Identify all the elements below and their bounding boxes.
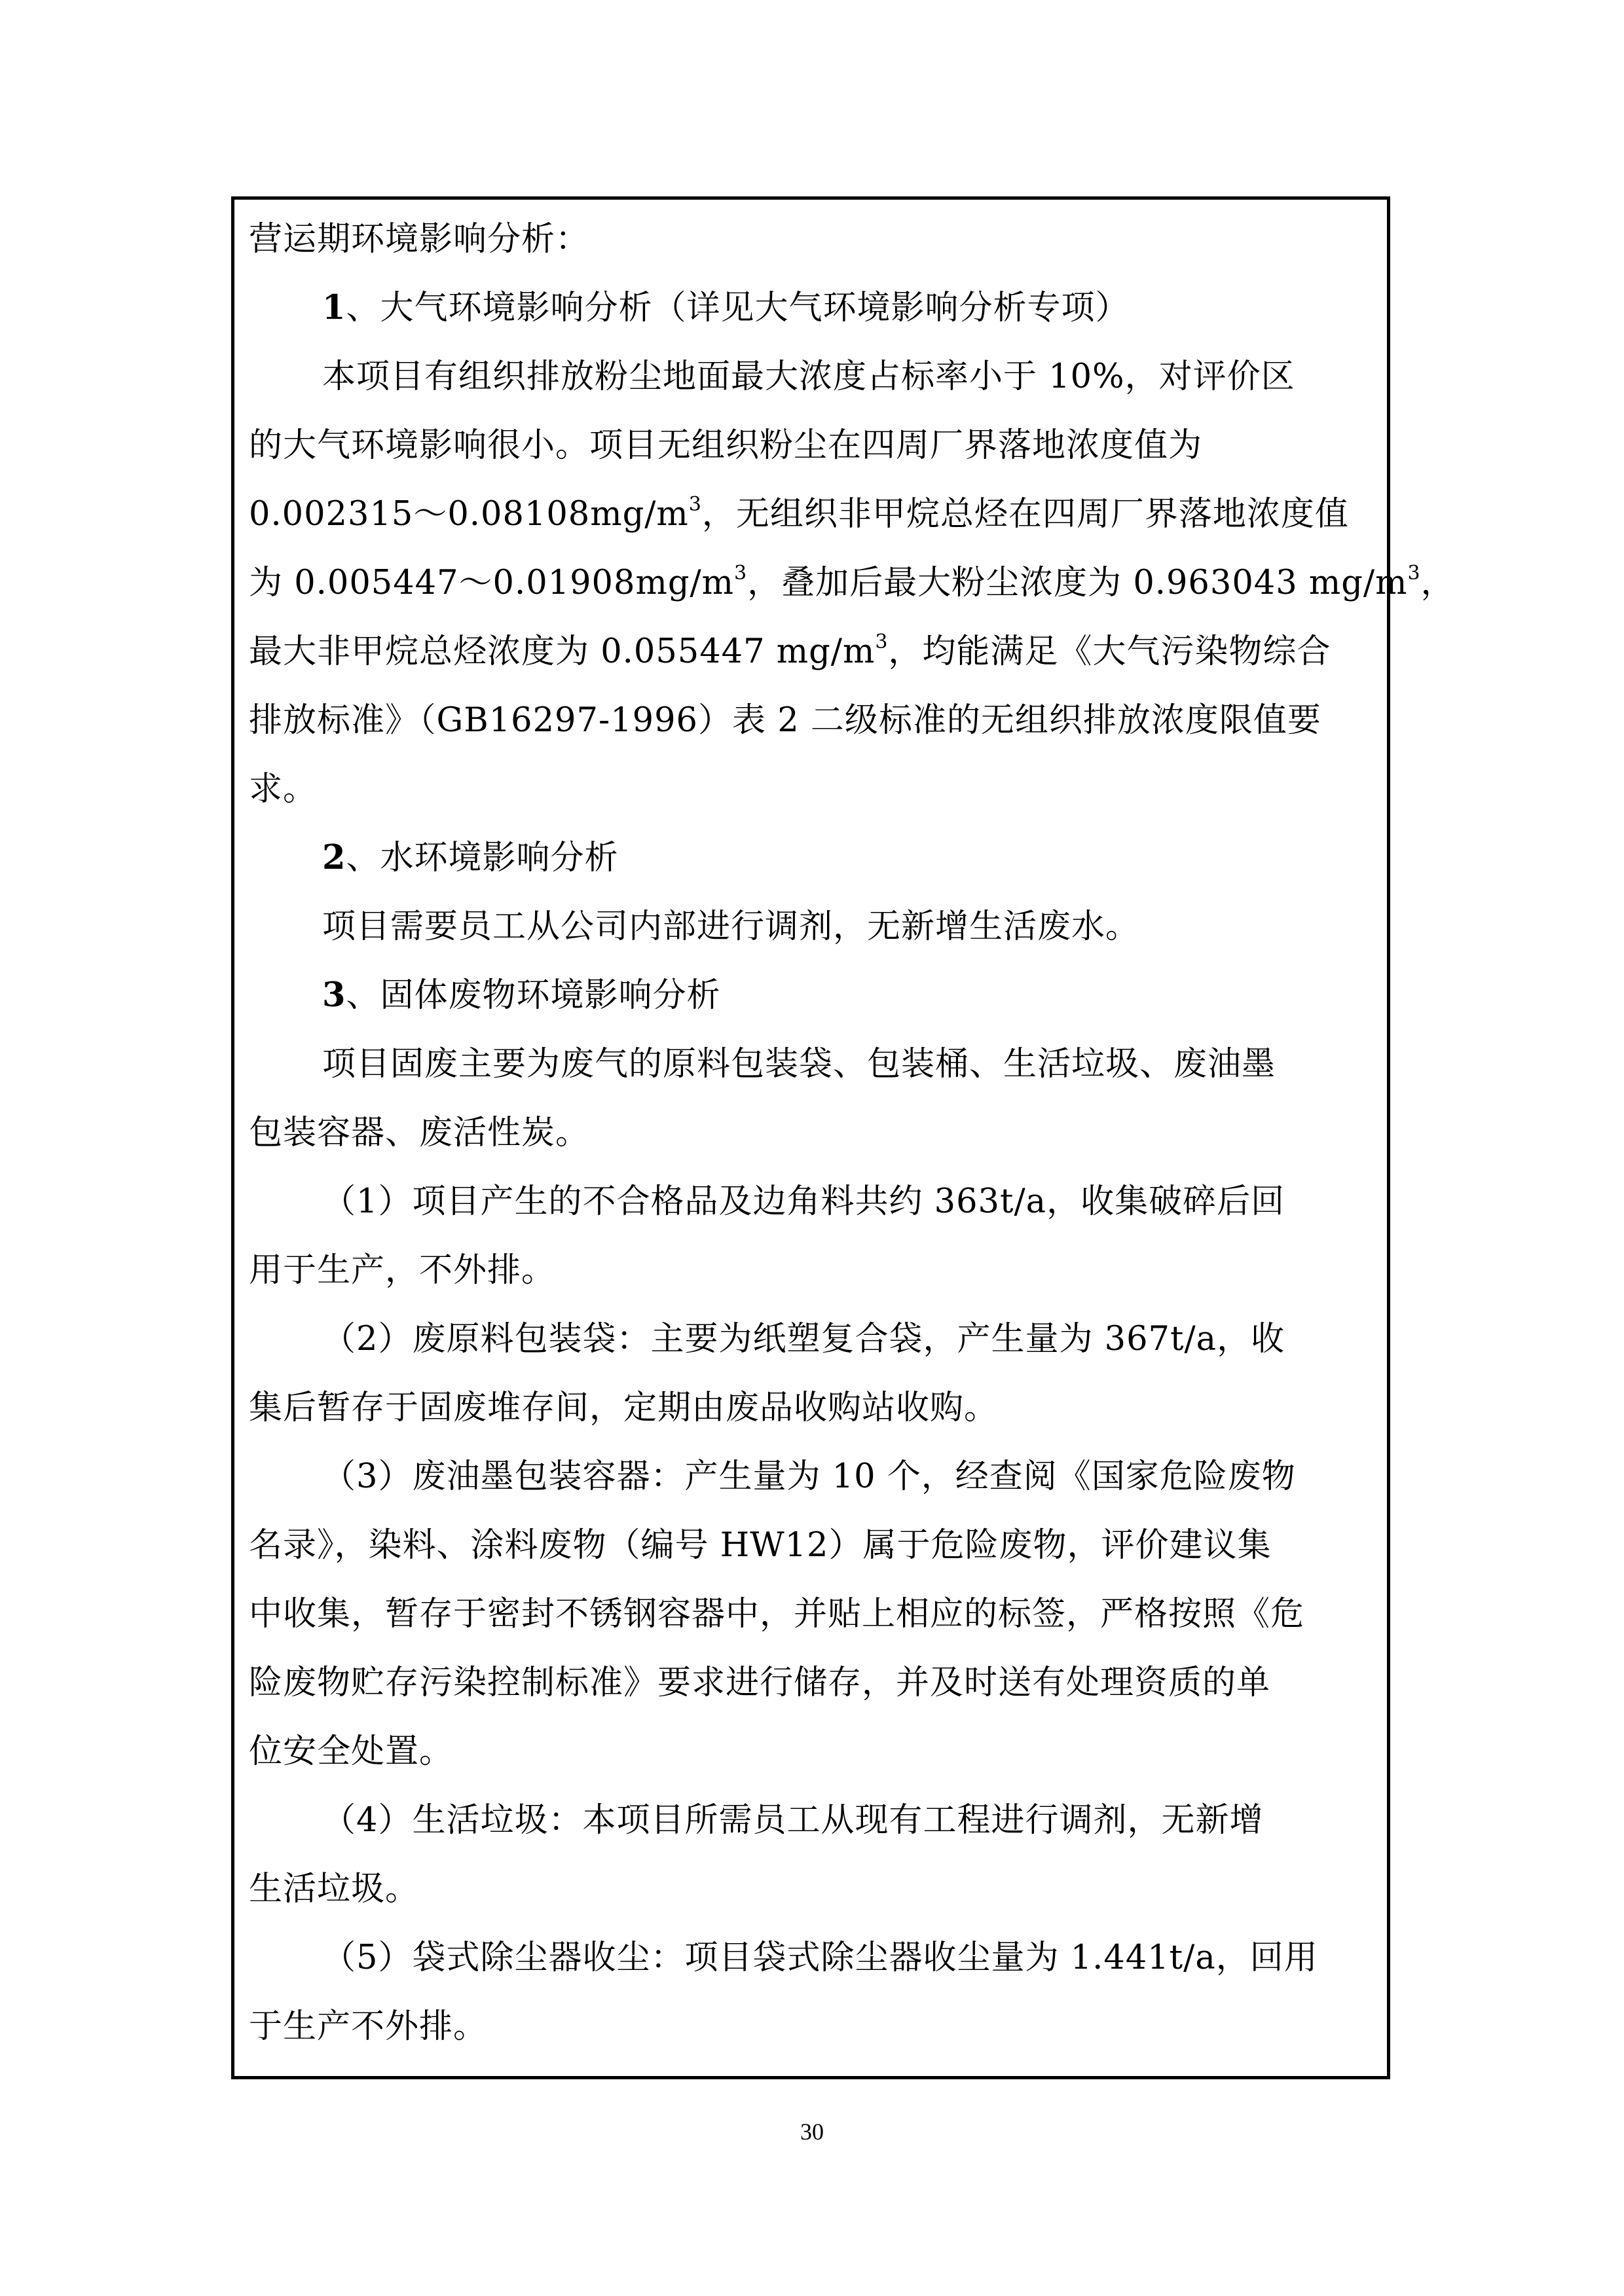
content-table-cell — [231, 196, 1455, 2079]
list-item: 集后暂存于固废堆存间，定期由废品收购站收购。 — [249, 1389, 999, 1427]
list-item: 险废物贮存污染控制标准》要求进行储存，并及时送有处理资质的单 — [249, 1664, 1271, 1702]
paragraph-line: 项目固废主要为废气的原料包装袋、包装桶、生活垃圾、废油墨 — [322, 1045, 1276, 1084]
document-body — [249, 205, 1455, 2061]
page-number: 30 — [800, 2119, 824, 2145]
list-item: 生活垃圾。 — [249, 1870, 420, 1908]
list-item: （5）袋式除尘器收尘：项目袋式除尘器收尘量为 1.441t/a，回用 — [322, 1939, 1318, 1977]
heading-number: 1 — [322, 288, 346, 327]
paragraph-line: $0.002315\sim 0.08108mg/m^3$，无组织非甲烷总烃在四周厂界落地浓度值 — [249, 493, 1349, 534]
list-item: 用于生产，不外排。 — [249, 1251, 556, 1290]
heading-text: 、大气环境影响分析（详见大气环境影响分析专项） — [346, 289, 1130, 327]
paragraph-line: 求。 — [249, 770, 318, 809]
list-item: 名录》，染料、涂料废物（编号 HW12）属于危险废物，评价建议集 — [249, 1526, 1272, 1565]
paragraph-line: 项目需要员工从公司内部进行调剂，无新增生活废水。 — [322, 907, 1140, 946]
paragraph-line: 的大气环境影响很小。项目无组织粉尘在四周厂界落地浓度值为 — [249, 426, 1203, 465]
list-item: （1）项目产生的不合格品及边角料共约 363t/a，收集破碎后回 — [322, 1182, 1285, 1221]
list-item: 位安全处置。 — [249, 1732, 454, 1771]
list-item: 中收集，暂存于密封不锈钢容器中，并贴上相应的标签，严格按照《危 — [249, 1595, 1305, 1633]
paragraph-line: 包装容器、废活性炭。 — [249, 1114, 590, 1152]
section-title: 营运期环境影响分析： — [249, 220, 590, 259]
paragraph-line: 为 $0.005447\sim 0.01908mg/m^3$，叠加后最大粉尘浓度为 0.963043 $mg/m^3$， — [249, 562, 1455, 602]
heading-water: 2、水环境影响分析 — [322, 838, 619, 877]
list-item: （4）生活垃圾：本项目所需员工从现有工程进行调剂，无新增 — [322, 1801, 1264, 1840]
paragraph-line: 最大非甲烷总烃浓度为 0.055447 $mg/m^3$，均能满足《大气污染物综合 — [249, 630, 1331, 671]
paragraph-line: 排放标准》（GB16297-1996）表 2 二级标准的无组织排放浓度限值要 — [249, 701, 1321, 740]
paragraph-line: 本项目有组织排放粉尘地面最大浓度占标率小于 10%，对评价区 — [322, 357, 1295, 396]
heading-solid-waste: 3、固体废物环境影响分析 — [322, 975, 721, 1015]
list-item: 于生产不外排。 — [249, 2007, 488, 2046]
heading-air — [249, 274, 1373, 342]
list-item: （3）废油墨包装容器：产生量为 10 个，经查阅《国家危险废物 — [322, 1457, 1296, 1496]
list-item: （2）废原料包装袋：主要为纸塑复合袋，产生量为 367t/a，收 — [322, 1320, 1285, 1358]
